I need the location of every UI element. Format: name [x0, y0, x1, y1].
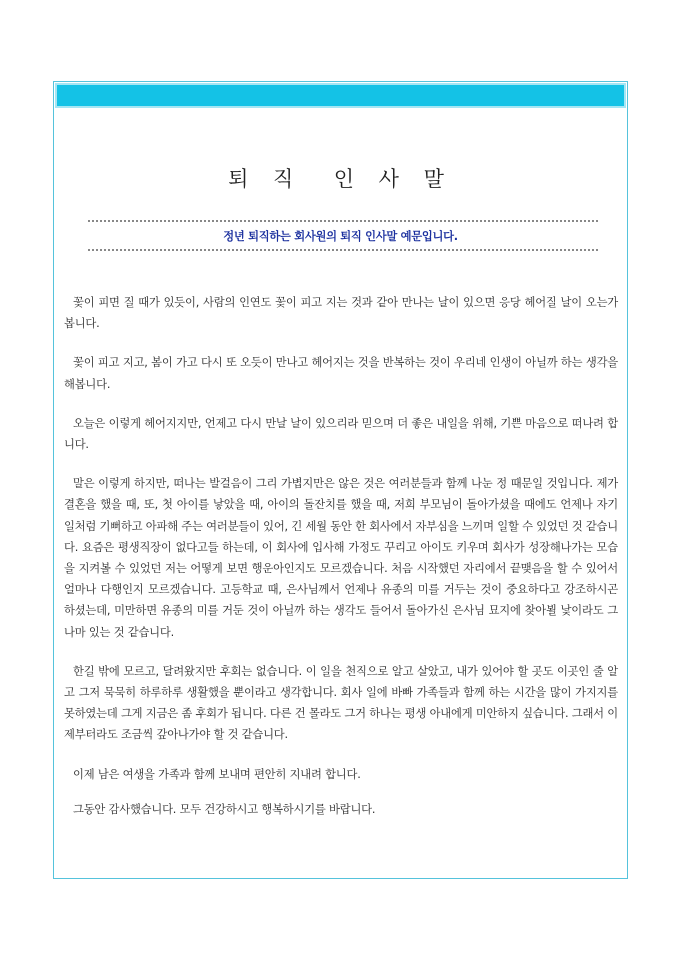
- body-paragraph: 그동안 감사했습니다. 모두 건강하시고 행복하시기를 바랍니다.: [73, 802, 376, 816]
- body-paragraph: 꽃이 피면 질 때가 있듯이, 사람의 인연도 꽃이 피고 지는 것과 같아 만나는 날이 있으면 응당 헤어질 날이 오는가 봅니다.: [64, 296, 618, 331]
- dotted-divider-bottom: [88, 249, 598, 251]
- body-paragraph: 오늘은 이렇게 헤어지지만, 언제고 다시 만날 날이 있으리라 믿으며 더 좋은 내일을 위해, 기쁜 마음으로 떠나려 합니다.: [64, 416, 618, 452]
- body-paragraph: 이제 남은 여생을 가족과 함께 보내며 편안히 지내려 합니다.: [73, 767, 361, 781]
- body-paragraph: 한길 밖에 모르고, 달려왔지만 후회는 없습니다. 이 일을 천직으로 알고 살았고, 내가 있어야 할 곳도 이곳인 줄 알고 그저 묵묵히 하루하루 생활했을 뿐이라고 생각합니다. 회사 일에 바빠 가족들과 함께 하는 시간을 많이 가지지를 못하였는데 그게 지금은 좀 후회가 됩니다. 다른 건 몰라도 그거 하나는 평생 아내에게 미안하지 싶습니다. 그래서 이제부터라도 조금씩 갚아나가야 할 것 같습니다.: [64, 664, 618, 742]
- document-subtitle: 정년 퇴직하는 회사원의 퇴직 인사말 예문입니다.: [223, 230, 458, 243]
- body-paragraph: 꽃이 피고 지고, 봄이 가고 다시 또 오듯이 만나고 헤어지는 것을 반복하는 것이 우리네 인생이 아닐까 하는 생각을 해봅니다.: [64, 356, 618, 391]
- document-body: [64, 292, 618, 838]
- header-bar: [55, 83, 626, 108]
- dotted-divider-top: [88, 220, 598, 222]
- body-paragraph: 말은 이렇게 하지만, 떠나는 발걸음이 그리 가볍지만은 않은 것은 여러분들과 함께 나눈 정 때문일 것입니다. 제가 결혼을 했을 때, 또, 첫 아이를 낳았을 때, 아이의 돌잔치를 했을 때, 저희 부모님이 돌아가셨을 때에도 언제나 자기 일처럼 기뻐하고 아파해 주는 여러분들이 있어, 긴 세월 동안 한 회사에서 자부심을 느끼며 일할 수 있었던 것 같습니다. 요즘은 평생직장이 없다고들 하는데, 이 회사에 입사해 가정도 꾸리고 아이도 키우며 회사가 성장해나가는 모습을 지켜볼 수 있었던 저는 어떻게 보면 행운아인지도 모르겠습니다. 처음 시작했던 자리에서 끝맺음을 할 수 있어서 얼마나 다행인지 모르겠습니다. 고등학교 때, 은사님께서 언제나 유종의 미를 거두는 것이 중요하다고 강조하시곤 하셨는데, 미만하면 유종의 미를 거둔 것이 아닐까 하는 생각도 들어서 돌아가신 은사님 묘지에 찾아뵐 낯이라도 그나마 있는 것 같습니다.: [64, 477, 618, 639]
- document-title: 퇴 직 인 사 말: [228, 167, 453, 191]
